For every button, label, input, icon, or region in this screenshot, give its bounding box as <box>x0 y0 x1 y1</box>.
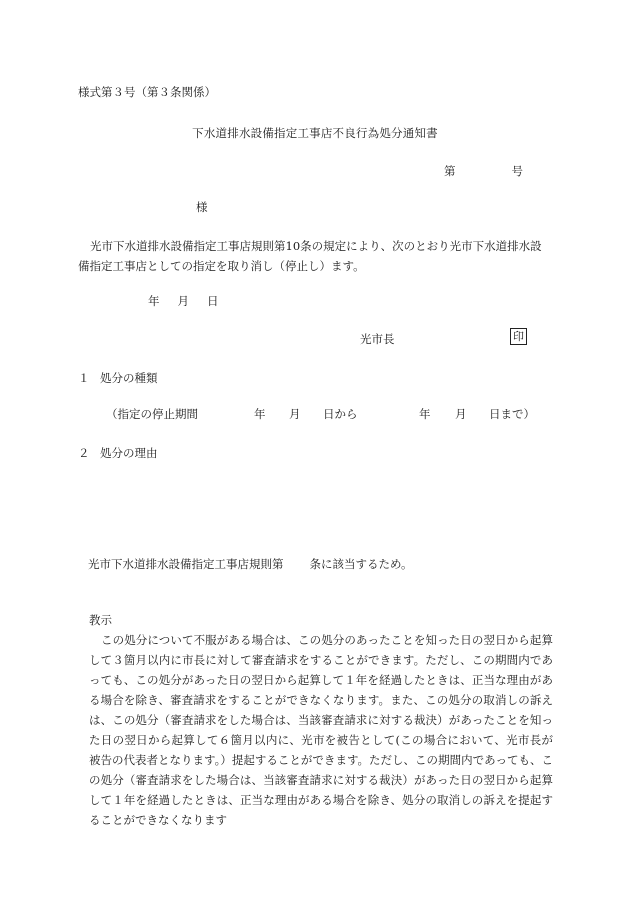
suspension-period <box>106 406 535 422</box>
reason-prefix: 光市下水道排水設備指定工事店規則第 <box>88 557 284 571</box>
document-number-prefix: 第 <box>444 164 456 178</box>
item1-number: １ <box>78 371 90 385</box>
notice-text: この処分について不服がある場合は、この処分のあったことを知った日の翌日から起算して３箇月以内に市長に対して審査請求をすることができます。ただし、この期間内であっても、この処分があった日の翌日から起算して１年を経過したときは、正当な理由がある場合を除き、審査請求をすることができなくなります。また、この処分の取消しの訴えは、この処分（審査請求をした場合は、当該審査請求に対する裁決）があったことを知った日の翌日から起算して６箇月以内に、光市を被告として(この場合において、光市長が被告の代表者となります。）提起することができます。ただし、この期間内であっても、この処分（審査請求をした場合は、当該審査請求に対する裁決）があった日の翌日から起算して１年を経過したときは、正当な理由がある場合を除き、処分の取消しの訴えを提起することができなくなります <box>89 633 553 827</box>
reason-suffix: 条に該当するため。 <box>309 557 413 571</box>
item2-number: ２ <box>78 446 90 460</box>
period-from-day: 日から <box>323 407 358 421</box>
period-to-day: 日まで） <box>489 407 535 421</box>
item-disposal-type <box>78 370 158 386</box>
form-number: 様式第３号（第３条関係） <box>78 85 216 99</box>
item-disposal-reason <box>78 445 158 461</box>
addressee: 様 <box>196 200 208 214</box>
document-number <box>444 163 523 179</box>
issuer-name: 光市長 <box>360 332 395 346</box>
document-number-suffix: 号 <box>511 164 523 178</box>
reason-text <box>88 556 413 572</box>
period-open: （指定の停止期間 <box>106 407 198 421</box>
seal-mark: 印 <box>510 328 527 345</box>
issue-date <box>148 293 237 309</box>
date-year: 年 <box>148 294 160 308</box>
date-day: 日 <box>207 294 219 308</box>
date-month: 月 <box>177 294 189 308</box>
item1-label: 処分の種類 <box>100 371 158 385</box>
period-to-month: 月 <box>455 407 467 421</box>
period-from-year: 年 <box>254 407 266 421</box>
document-title: 下水道排水設備指定工事店不良行為処分通知書 <box>192 126 438 140</box>
notice-title: 教示 <box>89 613 112 627</box>
period-to-year: 年 <box>419 407 431 421</box>
body-paragraph: 光市下水道排水設備指定工事店規則第10条の規定により、次のとおり光市下水道排水設備指定工事店としての指定を取り消し（停止し）ます。 <box>78 239 542 273</box>
item2-label: 処分の理由 <box>100 446 158 460</box>
period-from-month: 月 <box>289 407 301 421</box>
